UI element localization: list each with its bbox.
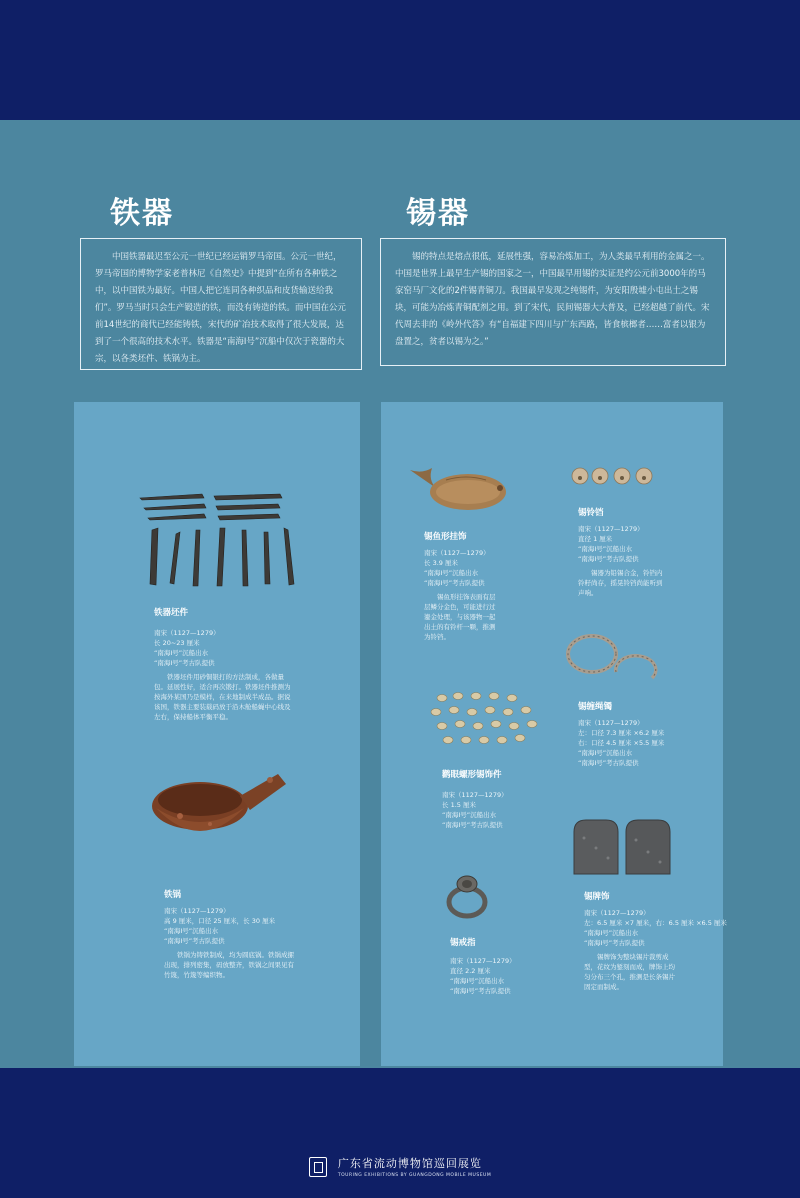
tin-shells-image — [428, 690, 540, 748]
tin-shells-title: 鹳眼螺形锡饰件 — [442, 770, 502, 780]
footer-subtitle: TOURING EXHIBITIONS BY GUANGDONG MOBILE MUSEUM — [337, 1173, 492, 1178]
iron-blanks-title: 铁器坯件 — [154, 608, 189, 618]
iron-pot-title: 铁锅 — [164, 890, 182, 900]
tin-bracelets-title: 锡缠绳镯 — [578, 702, 613, 712]
iron-blanks-image — [138, 490, 298, 590]
tin-ring-title: 锡戒指 — [450, 938, 476, 948]
iron-heading: 铁器 — [110, 196, 174, 231]
tin-plaques-image — [570, 818, 674, 876]
tin-fish-meta: 南宋（1127—1279） 长 3.9 厘米 “南海Ⅰ号”沉船出水 “南海Ⅰ号”考古队提供 — [424, 549, 490, 587]
tin-bells-image — [570, 464, 654, 488]
tin-fish-title: 锡鱼形挂饰 — [424, 532, 467, 542]
tin-shells-meta: 南宋（1127—1279） 长 1.5 厘米 “南海Ⅰ号”沉船出水 “南海Ⅰ号”考古队提供 — [442, 791, 508, 829]
tin-bells-meta: 南宋（1127—1279） 直径 1 厘米 “南海Ⅰ号”沉船出水 “南海Ⅰ号”考古队提供 — [578, 525, 644, 563]
tin-intro: 锡的特点是熔点很低，延展性强，容易冶炼加工，为人类最早利用的金属之一。中国是世界上最早生产锡的国家之一，中国最早用锡的实证是约公元前3000年的马家窑马厂文化的2件锡青铜刀。我国最早发现之纯锡件，为安阳殷墟小屯出土之锡块，可能为冶炼青铜配剂之用。到了宋代，民间锡器大大普及，已经超越了前代。宋代周去非的《岭外代答》有“自福建下四川与广东西路，皆食槟榔者……富者以银为盘置之，贫者以锡为之。” — [380, 238, 726, 366]
tin-bells-desc: 锡器为铅锡合金，铃铛内铃籽尚存，摇晃铃铛尚能听到声响。 — [578, 569, 663, 597]
tin-bracelets-image — [564, 628, 658, 698]
iron-blanks-meta: 南宋（1127—1279） 长 20~23 厘米 “南海Ⅰ号”沉船出水 “南海Ⅰ号”考古队提供 — [154, 629, 220, 667]
tin-fish-desc: 锡鱼形挂饰表面有层层鳞分金色，可能进行过鎏金处理，与该器物一起出土的有铃杆一颗，推测为铃铛。 — [424, 593, 496, 641]
iron-pot-meta: 南宋（1127—1279） 高 9 厘米，口径 25 厘米，长 30 厘米 “南海Ⅰ号”沉船出水 “南海Ⅰ号”考古队提供 — [164, 907, 276, 945]
tin-ring-meta: 南宋（1127—1279） 直径 2.2 厘米 “南海Ⅰ号”沉船出水 “南海Ⅰ号”考古队提供 — [450, 957, 516, 995]
tin-bells-title: 锡铃铛 — [578, 508, 604, 518]
iron-blanks-desc: 铁器坯件用砂铜银打的方法制成，各做量包。延展性好，适合再次锻打。铁器坯件推测为按海外某国乃是模样，在来地制成半成品。据说该国，铁器主要装载码放于沿木舱船蝇中心线及左右，保持船体平衡平稳。 — [154, 673, 291, 721]
iron-intro: 中国铁器最迟至公元一世纪已经运销罗马帝国。公元一世纪，罗马帝国的博物学家老普林尼《自然史》中提到“在所有各种铁之中，以中国铁为最好。中国人把它连同各种织品和皮货输送给我们”。罗马当时只会生产锻造的铁，而没有铸造的铁。而中国在公元前14世纪的商代已经能铸铁，宋代的矿冶技术取得了很大发展，达到了一个很高的技术水平。铁器是“南海Ⅰ号”沉船中仅次于瓷器的大宗，以各类坯件、铁锅为主。 — [80, 238, 362, 370]
bottom-banner — [0, 1068, 800, 1198]
footer-title: 广东省流动博物馆巡回展览 — [337, 1157, 482, 1170]
museum-logo-icon — [309, 1157, 327, 1177]
top-banner — [0, 0, 800, 120]
tin-fish-image — [406, 460, 510, 518]
tin-heading: 锡器 — [406, 196, 470, 231]
tin-plaques-desc: 锡牌饰为整块锡片裁剪成型，花纹为錾刻而成，牌饰上均匀分布三个孔，推测是长条锡片固定而制成。 — [584, 953, 675, 991]
tin-plaques-title: 锡牌饰 — [584, 892, 610, 902]
tin-plaques-meta: 南宋（1127—1279） 左：6.5 厘米 ×7 厘米，右：6.5 厘米 ×6.5 厘米 “南海Ⅰ号”沉船出水 “南海Ⅰ号”考古队提供 — [584, 909, 727, 947]
iron-pot-image — [150, 766, 290, 856]
iron-pot-desc: 铁锅为铸铁制成，均为圆底锅。铁锅成摞出现，排列密集，码放整齐，铁锅之间果见有竹篾，竹篾等编织物。 — [164, 951, 294, 979]
tin-ring-image — [444, 872, 490, 920]
tin-bracelets-meta: 南宋（1127—1279） 左：口径 7.3 厘米 ×6.2 厘米 右：口径 4.5 厘米 ×5.5 厘米 “南海Ⅰ号”沉船出水 “南海Ⅰ号”考古队提供 — [578, 719, 665, 767]
footer — [0, 1155, 800, 1178]
